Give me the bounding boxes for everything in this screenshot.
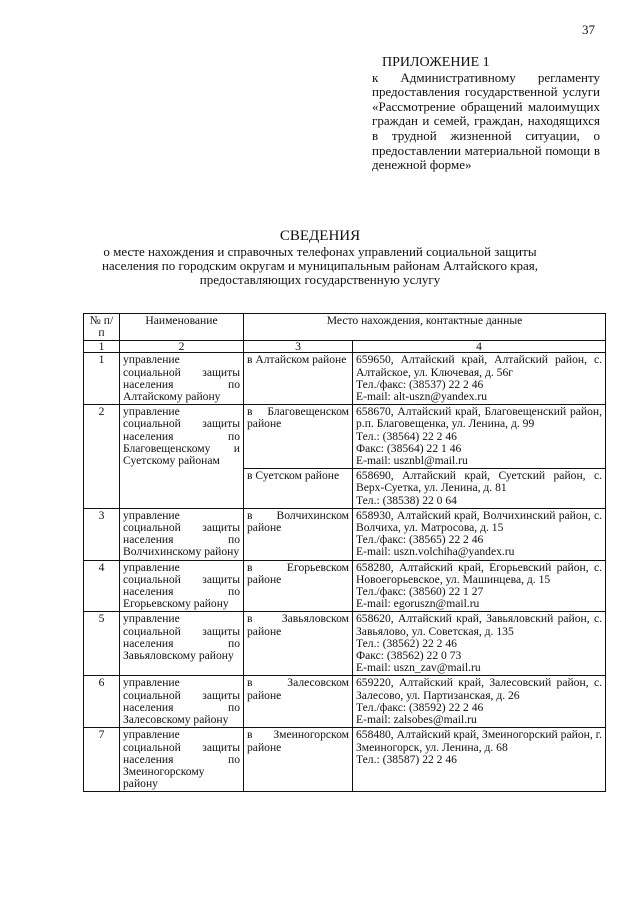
contact-line: E-mail: uszn.volchiha@yandex.ru (356, 545, 515, 559)
contact-line: 658690, Алтайский край, Суетский район, с. Верх-Суетка, ул. Ленина, д. 81 (356, 469, 602, 495)
row-number: 3 (84, 508, 120, 560)
appendix-text: к Административному регламенту предоставления государственной услуги «Рассмотрение обращений малоимущих граждан и семей, граждан, находящихся в трудной жизненной ситуации, о предоставлении материальной помощи в денежной форме» (372, 69, 600, 173)
area-name: в Залесовском районе (244, 676, 353, 728)
contact-details (353, 353, 606, 405)
table-row (84, 405, 606, 469)
area-name: в Суетском районе (244, 469, 353, 509)
row-number: 5 (84, 612, 120, 676)
contact-line: Тел./факс: (38565) 22 2 46 (356, 533, 484, 547)
area-name: в Егорьевском районе (244, 560, 353, 612)
index-cell: 1 (84, 341, 120, 353)
office-name: управление социальной защиты населения по Благовещенскому и Суетскому районам (120, 405, 244, 509)
contact-line: E-mail: uszn_zav@mail.ru (356, 661, 481, 675)
contact-line: Тел.: (38538) 22 0 64 (356, 493, 457, 507)
table-row (84, 612, 606, 676)
row-number: 7 (84, 728, 120, 792)
index-cell: 4 (353, 341, 606, 353)
contact-line: Факс: (38564) 22 1 46 (356, 441, 462, 455)
office-name: управление социальной защиты населения по Волчихинскому району (120, 508, 244, 560)
area-name: в Благовещенском районе (244, 405, 353, 469)
page-number: 37 (582, 22, 595, 37)
contact-line: Факс: (38562) 22 0 73 (356, 649, 462, 663)
area-name: в Алтайском районе (244, 353, 353, 405)
contact-details (353, 508, 606, 560)
offices-table (83, 313, 606, 792)
contact-line: 658930, Алтайский край, Волчихинский район, с. Волчиха, ул. Матросова, д. 15 (356, 508, 602, 535)
contact-details (353, 560, 606, 612)
appendix-heading: ПРИЛОЖЕНИЕ 1 (382, 55, 490, 70)
contact-line: E-mail: usznbl@mail.ru (356, 454, 468, 468)
table-index-row (84, 341, 606, 353)
contact-line: 658620, Алтайский край, Завьяловский район, с. Завьялово, ул. Советская, д. 135 (356, 612, 602, 638)
contact-line: Тел.: (38587) 22 2 46 (356, 752, 457, 766)
appendix-block (372, 56, 600, 173)
contact-line: 659650, Алтайский край, Алтайский район, с. Алтайское, ул. Ключевая, д. 56г (356, 353, 602, 379)
contact-line: E-mail: egoruszn@mail.ru (356, 597, 480, 611)
row-number: 1 (84, 353, 120, 405)
contact-line: Тел./факс: (38560) 22 1 27 (356, 585, 484, 599)
contact-line: Тел./факс: (38537) 22 2 46 (356, 377, 484, 391)
table-row (84, 676, 606, 728)
header-location: Место нахождения, контактные данные (244, 314, 606, 341)
area-name: в Змеиногорском районе (244, 728, 353, 792)
index-cell: 3 (244, 341, 353, 353)
row-number: 2 (84, 405, 120, 509)
contact-line: Тел./факс: (38592) 22 2 46 (356, 700, 484, 714)
office-name: управление социальной защиты населения по Алтайскому району (120, 353, 244, 405)
contact-line: 658480, Алтайский край, Змеиногорский район, г. Змеиногорск, ул. Ленина, д. 68 (356, 728, 602, 754)
area-name: в Волчихинском районе (244, 508, 353, 560)
table-row (84, 508, 606, 560)
contact-details (353, 469, 606, 509)
table-row (84, 353, 606, 405)
office-name: управление социальной защиты населения по Залесовскому району (120, 676, 244, 728)
row-number: 4 (84, 560, 120, 612)
contact-line: E-mail: alt-uszn@yandex.ru (356, 390, 488, 404)
contact-details (353, 612, 606, 676)
contact-line: E-mail: zalsobes@mail.ru (356, 713, 477, 727)
document-title: СВЕДЕНИЯ (279, 228, 361, 244)
contact-details (353, 676, 606, 728)
office-name: управление социальной защиты населения по Завьяловскому району (120, 612, 244, 676)
document-subtitle: о месте нахождения и справочных телефонах управлений социальной защиты населения по городским округам и муниципальным районам Алтайского края, предоставляющих государственную услугу (101, 244, 539, 288)
table-row (84, 728, 606, 792)
row-number: 6 (84, 676, 120, 728)
contact-line: 658280, Алтайский край, Егорьевский район, с. Новоегорьевское, ул. Машинцева, д. 15 (356, 560, 602, 586)
contact-details (353, 405, 606, 469)
office-name: управление социальной защиты населения по Егорьевскому району (120, 560, 244, 612)
contact-details (353, 728, 606, 792)
index-cell: 2 (120, 341, 244, 353)
header-num: № п/п (84, 314, 120, 341)
contact-line: 658670, Алтайский край, Благовещенский район, р.п. Благовещенка, ул. Ленина, д. 99 (356, 405, 602, 431)
header-name: Наименование (120, 314, 244, 341)
area-name: в Завьяловском районе (244, 612, 353, 676)
table-header-row (84, 314, 606, 341)
contact-line: Тел.: (38564) 22 2 46 (356, 429, 457, 443)
table-row (84, 560, 606, 612)
contact-line: Тел.: (38562) 22 2 46 (356, 636, 457, 650)
document-title-block (0, 228, 640, 288)
contact-line: 659220, Алтайский край, Залесовский район, с. Залесово, ул. Партизанская, д. 26 (356, 676, 602, 702)
office-name: управление социальной защиты населения по Змеиногорскому району (120, 728, 244, 792)
table-body (84, 353, 606, 792)
